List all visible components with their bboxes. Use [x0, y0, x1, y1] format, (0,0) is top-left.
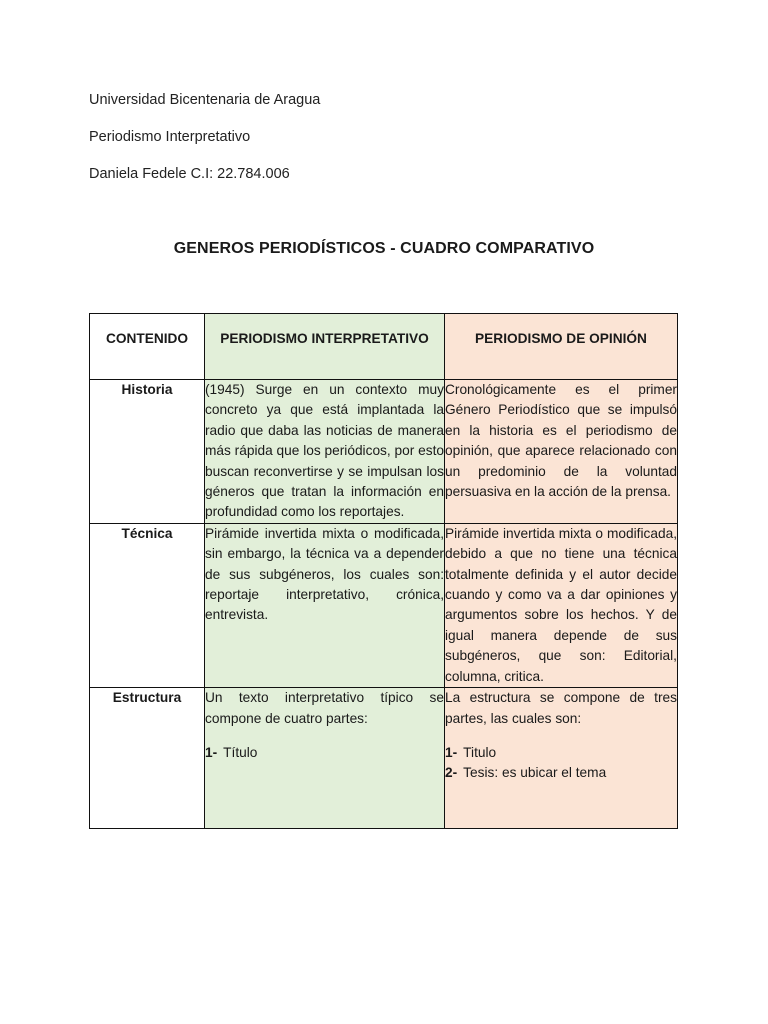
row-label-tecnica: Técnica [90, 523, 205, 687]
list-text: Titulo [463, 744, 497, 760]
cell-text: La estructura se compone de tres partes, las cuales son: [445, 690, 677, 726]
university-name: Universidad Bicentenaria de Aragua [89, 92, 321, 108]
header-contenido: CONTENIDO [90, 314, 205, 380]
cell-text: Pirámide invertida mixta o modificada, debido a que no tiene una técnica totalmente definida y el autor decide cuando y como va a dar opiniones y argumentos sobre los hechos. Y de igual manera depende de sus subgéneros, que son: Editorial, columna, critica. [445, 525, 677, 684]
author-line: Daniela Fedele C.I: 22.784.006 [89, 166, 290, 182]
cell-text: Pirámide invertida mixta o modificada, sin embargo, la técnica va a depender de sus subgéneros, los cuales son: reportaje interpretativo, crónica, entrevista. [205, 525, 444, 623]
row-label-historia: Historia [90, 380, 205, 524]
list-item [445, 743, 677, 763]
header-interpretativo: PERIODISMO INTERPRETATIVO [205, 314, 445, 380]
list-item [205, 743, 444, 763]
list-text: Tesis: es ubicar el tema [463, 765, 607, 781]
table-row [90, 523, 678, 687]
table-row [90, 688, 678, 829]
list-number: 2- [445, 765, 458, 781]
structure-list-opinion [445, 743, 677, 784]
table-row [90, 380, 678, 524]
course-name: Periodismo Interpretativo [89, 129, 251, 145]
cell-text: Cronológicamente es el primer Género Periodístico que se impulsó en la historia es el periodismo de opinión, que aparece relacionado con un predominio de la voluntad persuasiva en la acción de la prensa. [445, 382, 677, 500]
document-title: GENEROS PERIODÍSTICOS - CUADRO COMPARATIVO [173, 240, 595, 257]
cell-estructura-interpretativo [205, 688, 445, 829]
comparison-table [89, 313, 678, 829]
cell-text: (1945) Surge en un contexto muy concreto ya que está implantada la radio que daba las noticias de manera más rápida que los periódicos, por esto buscan reconvertirse y se impulsan los géneros que tratan la información en profundidad como los reportajes. [205, 382, 444, 520]
cell-historia-opinion [445, 380, 678, 524]
list-item [445, 763, 677, 783]
table-header-row [90, 314, 678, 380]
cell-estructura-opinion [445, 688, 678, 829]
list-text: Título [223, 744, 258, 760]
structure-list-interpretativo [205, 743, 444, 763]
row-label-estructura: Estructura [90, 688, 205, 829]
list-number: 1- [445, 744, 458, 760]
cell-tecnica-interpretativo [205, 523, 445, 687]
cell-tecnica-opinion [445, 523, 678, 687]
cell-historia-interpretativo [205, 380, 445, 524]
header-opinion: PERIODISMO DE OPINIÓN [445, 314, 678, 380]
list-number: 1- [205, 744, 218, 760]
cell-text: Un texto interpretativo típico se compone de cuatro partes: [205, 690, 444, 726]
